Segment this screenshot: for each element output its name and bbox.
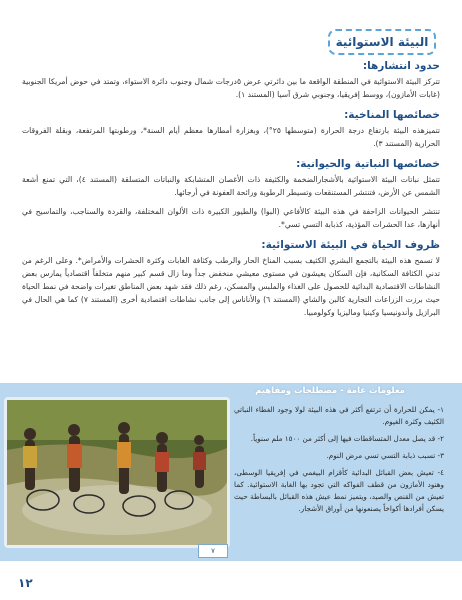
photo-caption: ٧ (198, 544, 228, 558)
section-living-conditions (22, 239, 440, 319)
section-paragraph: تتركز البيئة الاستوائية في المنطقة الواقعة ما بين دائرتي عرض ٥درجات شمال وجنوب دائرة الاستواء، وتمتد في حوض أمريكا الجنوبية (غابات الأمازون)، ووسط إفريقيا، وجنوبي شرق آسيا (المستند ١). (22, 77, 441, 99)
fact-item: ٤- تعيش بعض القبائل البدائية كأقزام البيغمي في إفريقيا الوسطى، وهنود الأمازون من قطف الفواكه التي تجود بها الغابة الاستوائية. كما تعيش من القنص والصيد، ويتميز نمط عيش هذه القبائل بالبساطة حيث يسكن أفرادها أكواخاً يصنعونها من أوراق الأشجار. (234, 468, 444, 513)
section-paragraph: تنتشر الحيوانات الزاحفة في هذه البيئة كالأفاعي (البوا) والطيور الكبيرة ذات الألوان المختلفة، والقردة والسناجب، والتماسيح في أنهارها، عدا الحشرات المؤذية، كذبابة التسي تسي*. (22, 207, 440, 229)
section-heading: خصائصها المناخية: (344, 109, 440, 121)
main-content (22, 60, 440, 327)
section-paragraph: تتمثل نباتات البيئة الاستوائية بالأشجارالضخمة والكثيفة ذات الأغصان المتشابكة والنباتات المتسلقة (المستند ٤)، التي تمنع أشعة الشمس عن الأرض، فتنتشر المستنقعات وتسيطر الرطوبة ورائحة العفونة في أرجائها. (22, 175, 440, 197)
page-number: ١٢ (18, 576, 33, 590)
title-frame (328, 29, 436, 55)
fact-item: ٣- تسبب ذبابة التسي تسي مرض النوم. (326, 451, 444, 460)
section-heading: خصائصها النباتية والحيوانية: (296, 158, 440, 170)
photo-illustration (7, 400, 227, 545)
info-facts-list (234, 404, 444, 520)
fact-item: ٢- قد يصل معدل المتساقطات فيها إلى أكثر من ١٥٠٠ ملم سنوياً. (250, 434, 444, 443)
section-boundaries (22, 60, 440, 101)
section-heading: ظروف الحياة في البيئة الاستوائية: (261, 239, 440, 251)
section-paragraph: تتميزهذه البيئة بارتفاع درجة الحرارة (متوسطها ٢٥°)، وبغزارة أمطارها معظم أيام السنة*، ورطوبتها المرتفعة، وبقلة الفروقات الحرارية (المستند ٣). (22, 126, 440, 148)
fishing-photo (4, 397, 230, 548)
section-heading: حدود انتشارها: (362, 60, 440, 72)
fact-item: ١- يمكن للحرارة أن ترتفع أكثر في هذه البيئة لولا وجود الغطاء النباتي الكثيف وكثرة الغيوم. (234, 405, 444, 426)
page-title: البيئة الاستوائية (335, 35, 429, 49)
section-climate (22, 109, 440, 150)
section-flora-fauna (22, 158, 440, 231)
info-box-title: معلومات عامة - مصطلحات ومفاهيم (255, 386, 405, 396)
section-paragraph: لا تسمح هذه البيئة بالتجمع البشري الكثيف بسبب المناخ الحار والرطب وكثافة الغابات وكثرة الحشرات والأمراض*. وعلى الرغم من تدني الكثافة السكانية، فإن السكان يعيشون في مستوى معيشي منخفض جداً وما زال قسم كبير منهم متخلفاً اقتصادياً يمارس بعض النشاطات الاقتصادية البدائية للحصول على الغذاء والملبس والمسكن، رغم ذلك فقد شهد بعض المناطق تغيرات واضحة في نمط الحياة حيث برزت الزراعات التجارية كالبن والشاي (المستند ٦) والأناناس إلى جانب نشاطات اقتصادية أخرى (المستند ٧) كما هي الحال في البرازيل وأندونيسيا وكينيا وماليزيا وكولومبيا. (22, 256, 440, 317)
